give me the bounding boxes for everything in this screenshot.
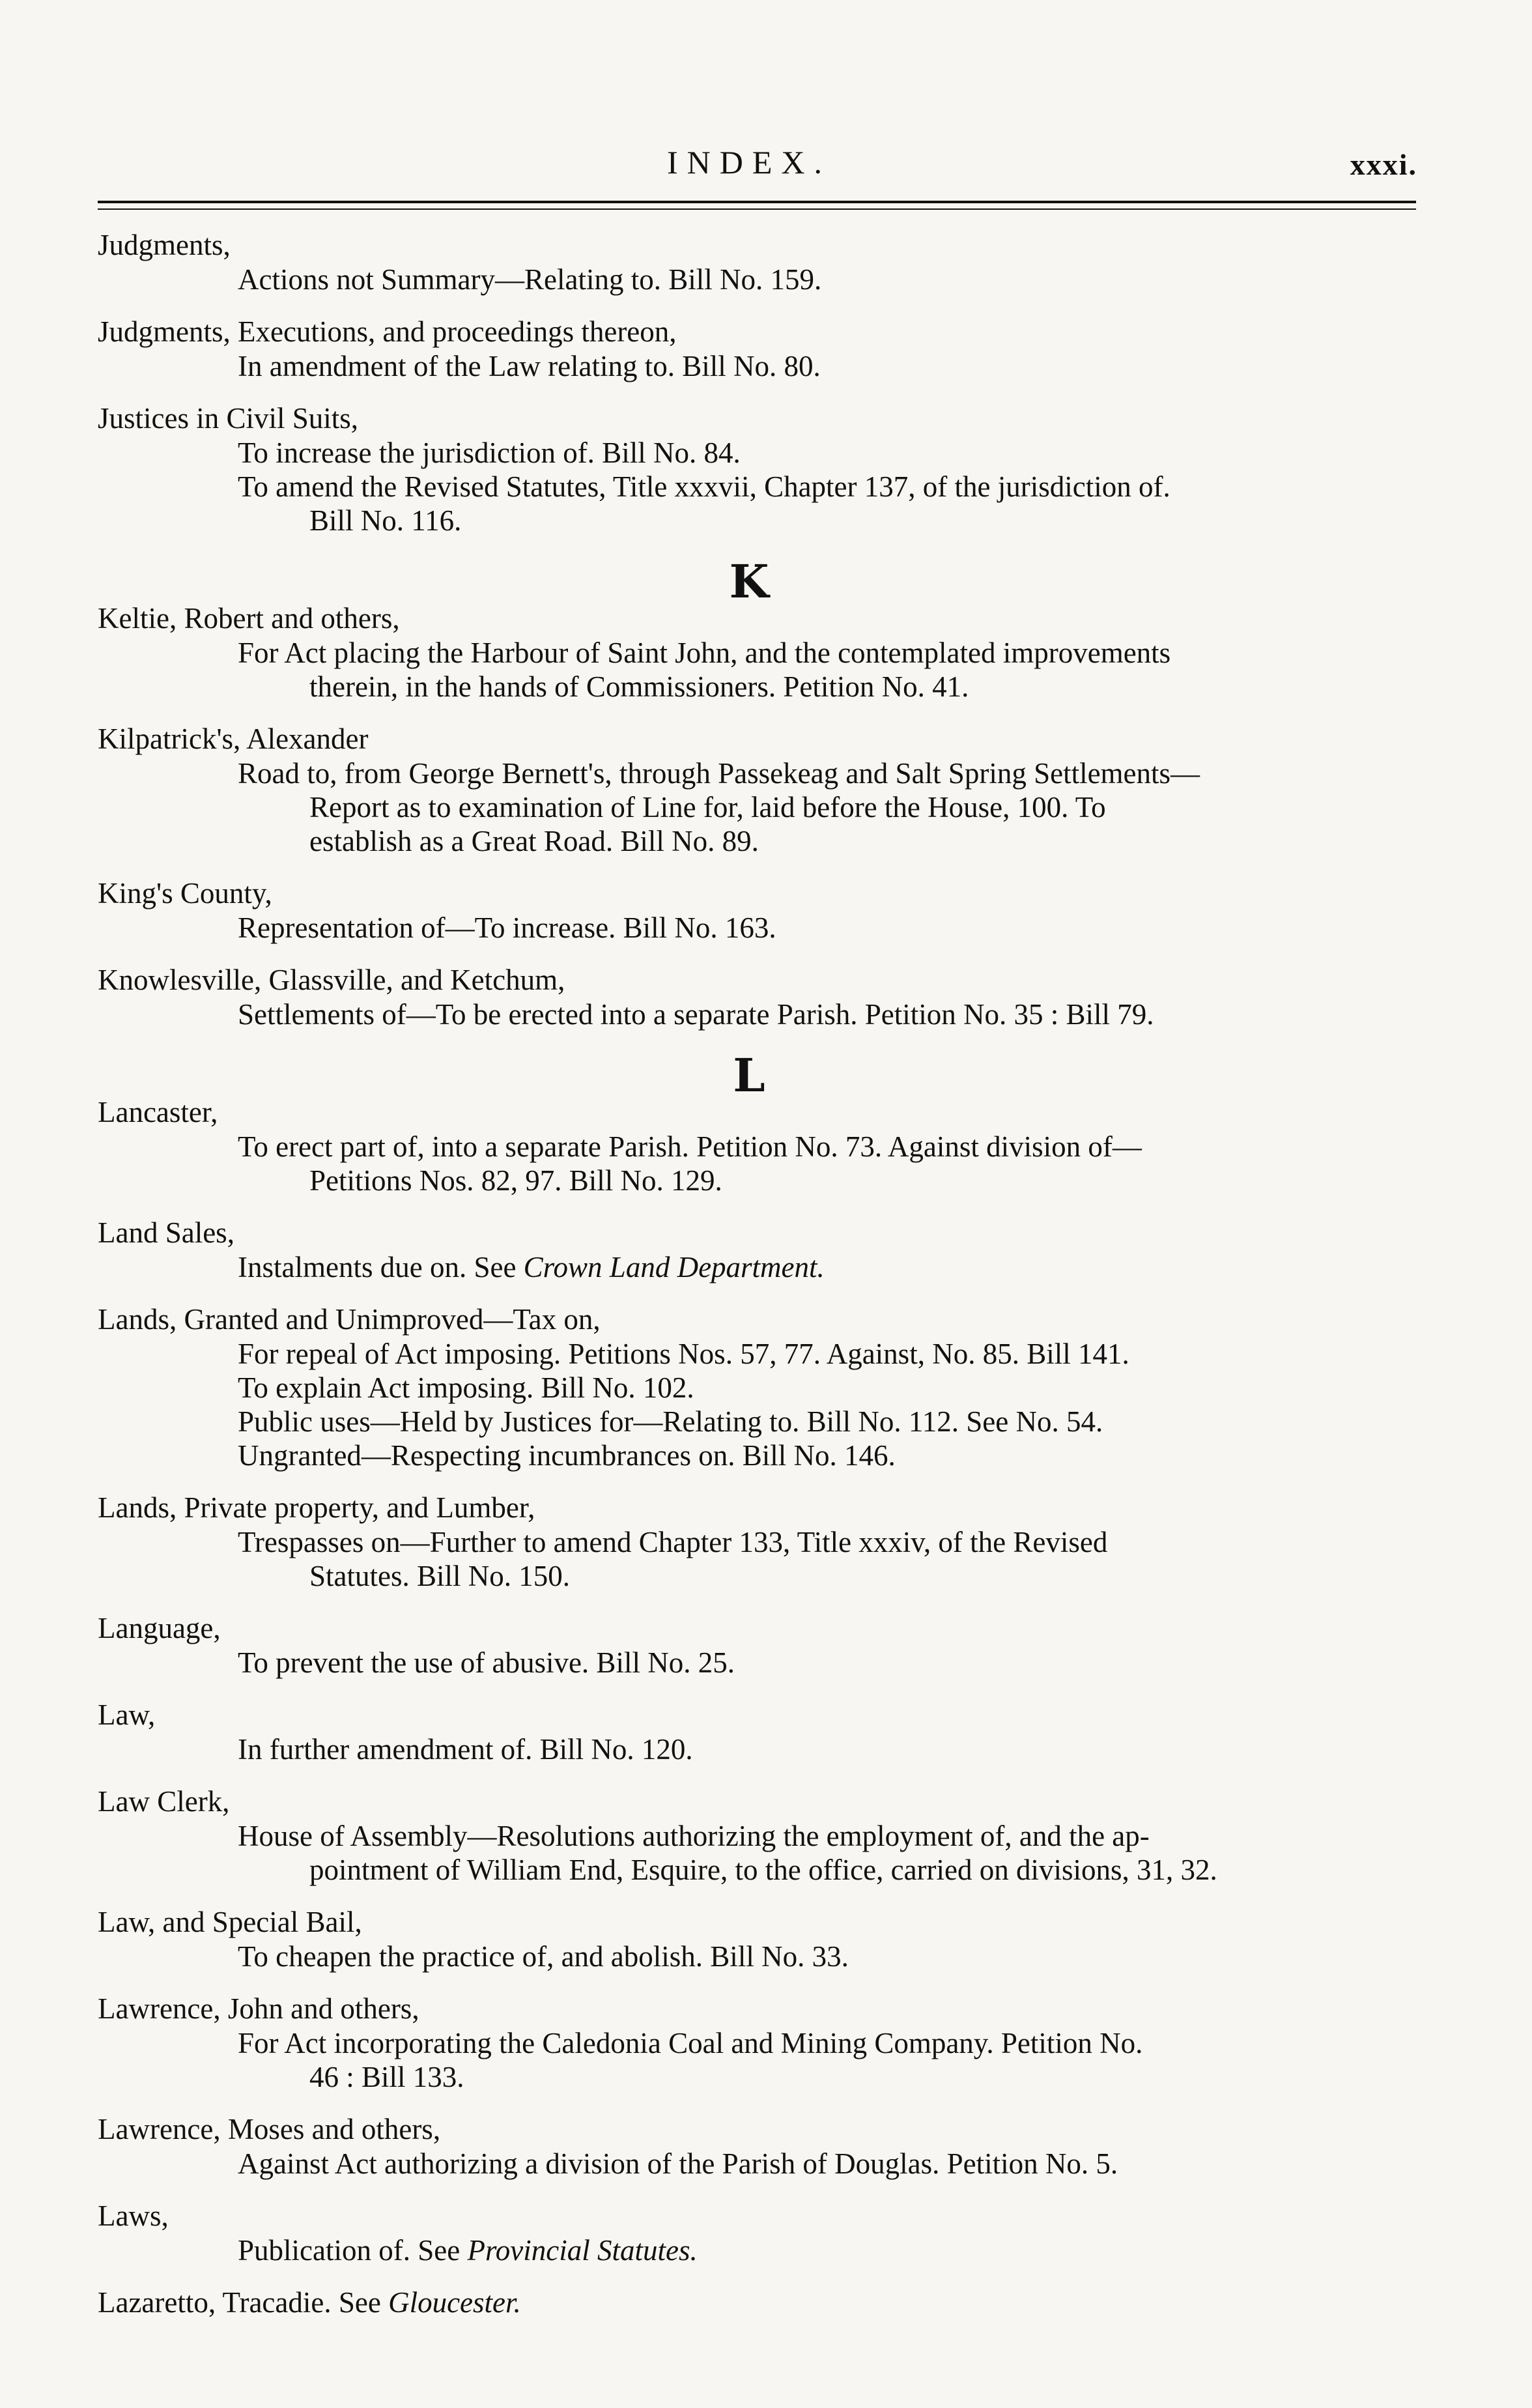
entry-heading: Lands, Granted and Unimproved—Tax on, <box>98 1303 601 1336</box>
index-entry <box>98 401 1400 538</box>
entry-heading: Knowlesville, Glassville, and Ketchum, <box>98 964 565 996</box>
entry-heading: Judgments, <box>98 229 231 261</box>
index-entry <box>98 876 1400 945</box>
header-rule-thin <box>98 208 1416 210</box>
index-entry <box>98 228 1400 296</box>
index-entry <box>98 963 1400 1031</box>
index-entry <box>98 1611 1400 1680</box>
entry-heading: Laws, <box>98 2200 169 2232</box>
entry-detail: In amendment of the Law relating to. Bill No. 80. <box>238 350 821 382</box>
section-letter-k: K <box>729 554 769 609</box>
cross-reference: Provincial Statutes. <box>467 2234 698 2267</box>
cross-reference: Crown Land Department. <box>523 1251 825 1283</box>
entry-detail: In further amendment of. Bill No. 120. <box>238 1733 693 1766</box>
header-rule-thick <box>98 201 1416 203</box>
entry-heading: Lawrence, Moses and others, <box>98 2113 441 2145</box>
section-letter-l: L <box>733 1048 765 1102</box>
entry-detail: For Act placing the Harbour of Saint John, and the contemplated improvements therein, in the hands of Commissioners. Petition No. 41. <box>238 637 1171 703</box>
index-entry <box>98 1491 1400 1593</box>
entry-heading: Kilpatrick's, Alexander <box>98 723 369 755</box>
entry-heading: Law, and Special Bail, <box>98 1906 362 1938</box>
page-header <box>98 130 1417 202</box>
index-entry <box>98 315 1400 383</box>
entry-heading: Law Clerk, <box>98 1785 230 1818</box>
running-title: INDEX. <box>666 144 832 180</box>
entry-heading: Land Sales, <box>98 1216 234 1249</box>
entry-detail: Actions not Summary—Relating to. Bill No. 159. <box>238 263 822 296</box>
entry-detail: To prevent the use of abusive. Bill No. 25. <box>238 1646 735 1679</box>
index-entry <box>98 1698 1400 1766</box>
index-entry <box>98 2286 1400 2320</box>
entry-detail: Instalments due on. See Crown Land Department. <box>238 1251 825 1283</box>
entry-heading: Language, <box>98 1612 221 1644</box>
entry-heading: Lazaretto, Tracadie. See Gloucester. <box>98 2286 521 2319</box>
entry-heading: Keltie, Robert and others, <box>98 602 400 635</box>
entry-detail: To increase the jurisdiction of. Bill No. 84. To amend the Revised Statutes, Title xxxvii, Chapter 137, of the jurisdiction of. Bill No. 116. <box>238 437 1170 537</box>
index-entry <box>98 1905 1400 1973</box>
index-entry <box>98 1992 1400 2094</box>
entry-detail: Trespasses on—Further to amend Chapter 133, Title xxxiv, of the Revised Statutes. Bill No. 150. <box>238 1526 1108 1592</box>
index-entry <box>98 1095 1400 1197</box>
entry-detail: For repeal of Act imposing. Petitions Nos. 57, 77. Against, No. 85. Bill 141. To explain Act imposing. Bill No. 102. Public uses—Held by Justices for—Relating to. Bill No. 112. See No. 54. Ungranted—Respecting incumbrances on. Bill No. 146. <box>238 1338 1129 1472</box>
index-entry <box>98 722 1400 858</box>
entry-heading: Lands, Private property, and Lumber, <box>98 1491 535 1524</box>
entry-detail: House of Assembly—Resolutions authorizing the employment of, and the ap- pointment of William End, Esquire, to the office, carried on divisions, 31, 32. <box>238 1820 1217 1886</box>
index-entry <box>98 1784 1400 1887</box>
index-page <box>98 130 1417 2319</box>
cross-reference: Gloucester. <box>388 2286 521 2319</box>
index-entry <box>98 2199 1400 2267</box>
entry-detail: Publication of. See Provincial Statutes. <box>238 2234 698 2267</box>
entry-heading: Lancaster, <box>98 1096 218 1128</box>
index-entries <box>98 228 1400 2338</box>
entry-detail: Road to, from George Bernett's, through Passekeag and Salt Spring Settlements— Report as to examination of Line for, laid before the House, 100. To establish as a Great Road. Bill No. 89. <box>238 757 1200 857</box>
entry-heading: Law, <box>98 1698 156 1731</box>
entry-detail: To cheapen the practice of, and abolish. Bill No. 33. <box>238 1940 849 1973</box>
entry-heading: Justices in Civil Suits, <box>98 402 359 435</box>
index-entry <box>98 601 1400 704</box>
index-entry <box>98 1302 1400 1472</box>
entry-detail: To erect part of, into a separate Parish. Petition No. 73. Against division of— Petitions Nos. 82, 97. Bill No. 129. <box>238 1130 1142 1197</box>
page-number: xxxi. <box>1350 148 1417 181</box>
index-entry <box>98 2112 1400 2181</box>
entry-detail: Against Act authorizing a division of the Parish of Douglas. Petition No. 5. <box>238 2147 1118 2180</box>
entry-detail: Representation of—To increase. Bill No. 163. <box>238 911 776 944</box>
entry-heading: Judgments, Executions, and proceedings thereon, <box>98 315 677 348</box>
entry-detail: Settlements of—To be erected into a separate Parish. Petition No. 35 : Bill 79. <box>238 998 1154 1031</box>
index-entry <box>98 1216 1400 1284</box>
entry-heading: Lawrence, John and others, <box>98 1992 419 2025</box>
entry-heading: King's County, <box>98 877 272 910</box>
entry-detail: For Act incorporating the Caledonia Coal and Mining Company. Petition No. 46 : Bill 133. <box>238 2027 1143 2093</box>
